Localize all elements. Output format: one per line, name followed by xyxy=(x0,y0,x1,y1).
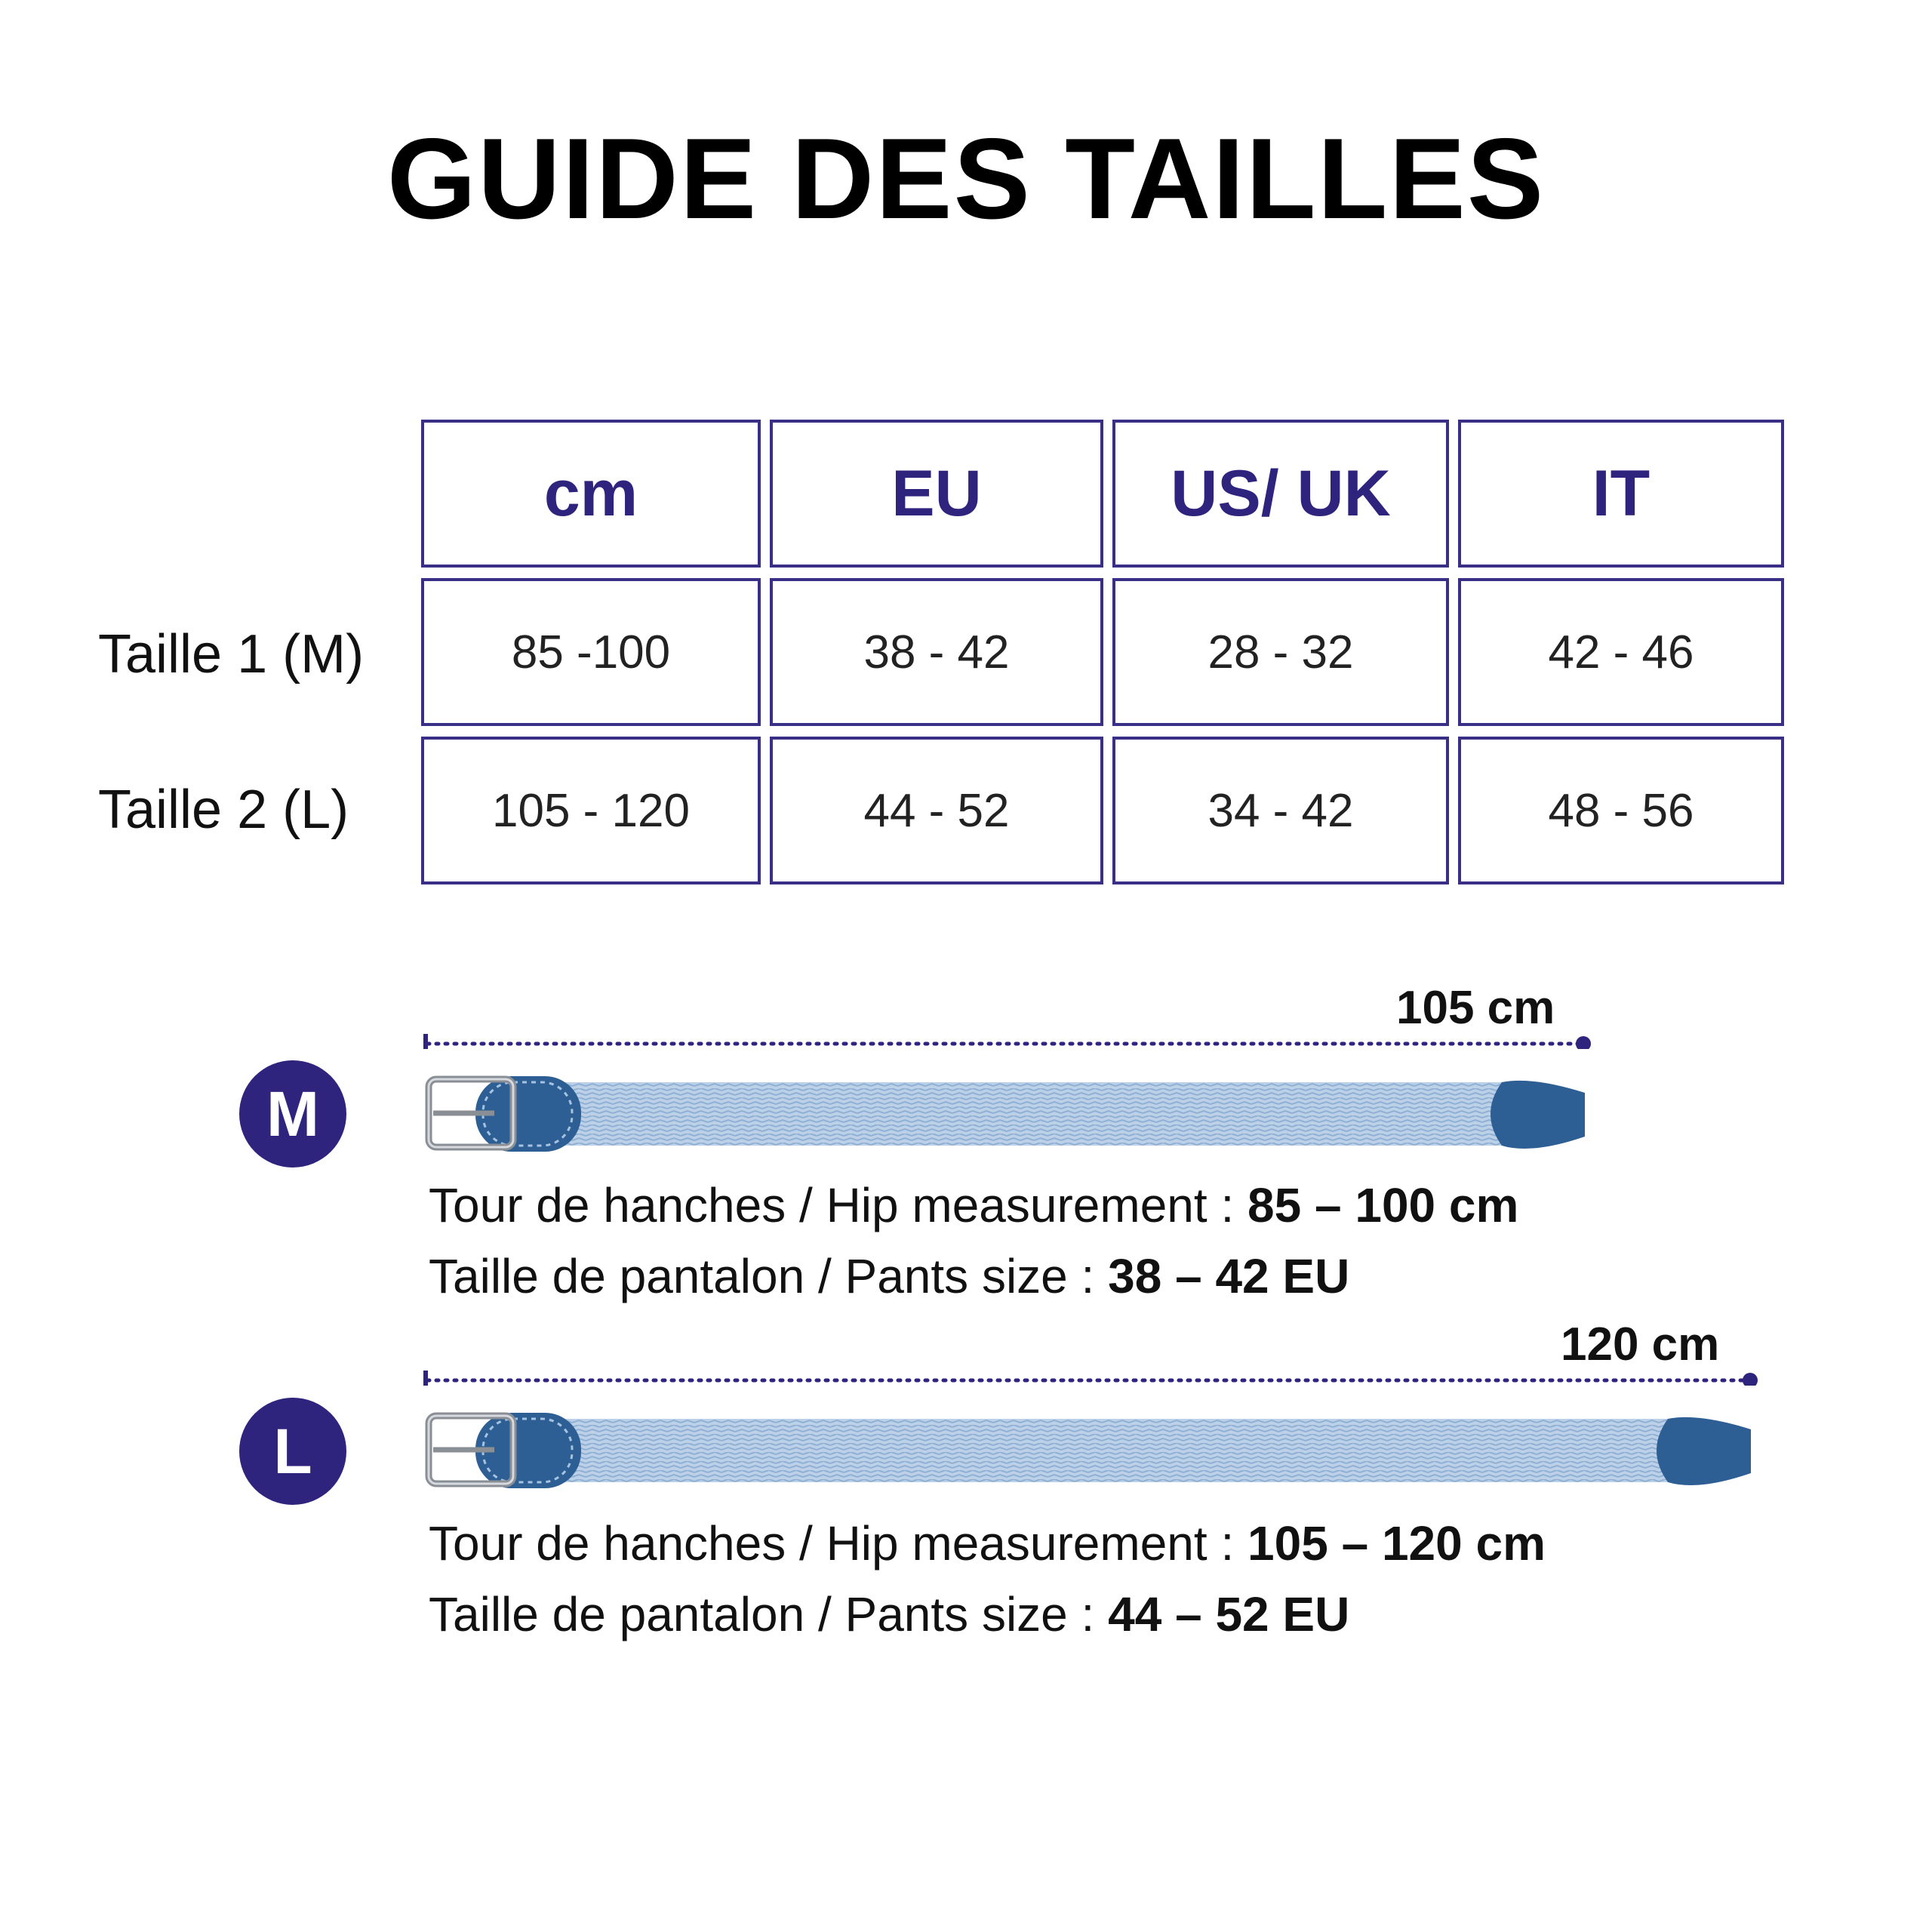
pants-size-l xyxy=(429,1586,1349,1642)
table-cell: 38 - 42 xyxy=(770,578,1103,726)
pants-value: 44 – 52 EU xyxy=(1108,1587,1350,1641)
hip-value: 85 – 100 cm xyxy=(1247,1178,1519,1232)
hip-measurement-l xyxy=(429,1515,1546,1571)
header-eu: EU xyxy=(770,420,1103,568)
size-badge-m: M xyxy=(239,1060,346,1168)
table-cell: 48 - 56 xyxy=(1458,737,1784,884)
hip-measurement-m xyxy=(429,1177,1518,1233)
header-it: IT xyxy=(1458,420,1784,568)
table-cell: 34 - 42 xyxy=(1112,737,1449,884)
table-cell: 42 - 46 xyxy=(1458,578,1784,726)
row-label-size-2: Taille 2 (L) xyxy=(98,780,349,840)
hip-label: Tour de hanches / Hip measurement : xyxy=(429,1178,1247,1232)
table-cell: 105 - 120 xyxy=(421,737,761,884)
size-badge-l: L xyxy=(239,1398,346,1505)
pants-label: Taille de pantalon / Pants size : xyxy=(429,1587,1109,1641)
page-title: GUIDE DES TAILLES xyxy=(386,115,1546,243)
belt-image-m xyxy=(423,1070,1600,1161)
header-cm: cm xyxy=(421,420,761,568)
hip-value: 105 – 120 cm xyxy=(1247,1516,1546,1571)
table-cell: 44 - 52 xyxy=(770,737,1103,884)
pants-label: Taille de pantalon / Pants size : xyxy=(429,1249,1109,1303)
pants-value: 38 – 42 EU xyxy=(1108,1249,1350,1303)
measure-line xyxy=(420,1363,1763,1386)
hip-label: Tour de hanches / Hip measurement : xyxy=(429,1516,1247,1571)
belt-image-l xyxy=(423,1407,1766,1497)
header-us-uk: US/ UK xyxy=(1112,420,1449,568)
belt-length-label: 105 cm xyxy=(1396,982,1555,1034)
measure-line xyxy=(420,1026,1597,1049)
belt-length-label: 120 cm xyxy=(1561,1318,1720,1371)
table-cell: 85 -100 xyxy=(421,578,761,726)
table-cell: 28 - 32 xyxy=(1112,578,1449,726)
row-label-size-1: Taille 1 (M) xyxy=(98,624,365,685)
pants-size-m xyxy=(429,1248,1349,1304)
